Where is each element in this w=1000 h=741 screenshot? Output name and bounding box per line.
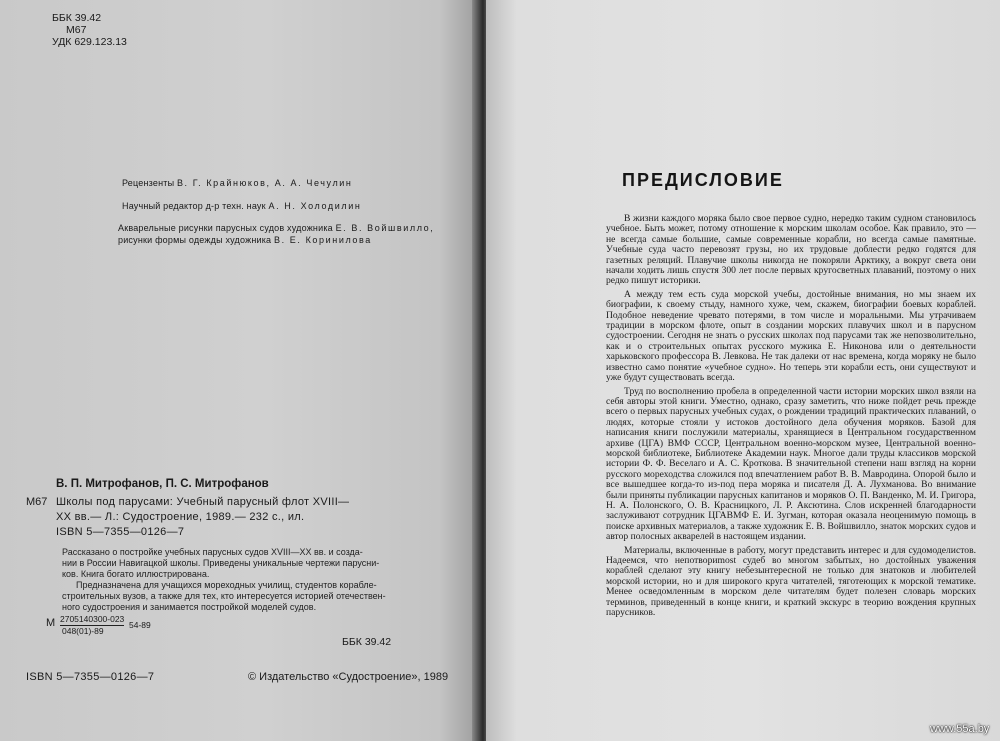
bib-line-2: XX вв.— Л.: Судостроение, 1989.— 232 с., ил. [56,511,305,523]
reviewers-label: Рецензенты [122,178,175,188]
annotation-p1-line3: ков. Книга богато иллюстрирована. [62,569,210,579]
artists-line-2 [118,235,372,245]
bib-line-1: Школы под парусами: Учебный парусный флот XVIII— [56,496,350,508]
artists-line-2-label: рисунки формы одежды художника [118,235,272,245]
annotation-p1-line2: нии в России Навигацкой школы. Приведены уникальные чертежи парусни- [62,558,380,568]
catalog-bbk: ББК 39.42 [52,12,102,24]
reviewers-names: В. Г. Крайнюков, А. А. Чечулин [176,178,353,188]
catalog-cipher: М67 [66,24,87,36]
footer-copyright: © Издательство «Судостроение», 1989 [248,671,449,683]
footer-isbn: ISBN 5—7355—0126—7 [26,671,155,683]
reviewers-line [122,178,353,188]
code-letter: М [46,617,56,629]
preface-paragraph-3: Труд по восполнению пробела в определенной части истории морских школ взяли на себя авторы этой книги. Уместно, однако, сразу заметить, что ниже пойдет речь прежде всего о первых парусных учебных судах, о рождении традиций практических плаваний, о людях, которые стояли у истоков достойного дела обучения моряков. Базой для написания книги послужили материалы, хранящиеся в Центральном государственном архиве (ЦГА) ВМФ СССР, Центральном военно-морском музее, Центральной военно-морской библиотеке, Библиотеке Академии наук. Многое дали труды классиков морской истории Ф. Ф. Веселаго и А. С. Кроткова. В значительной степени наш взгляд на корни русского мореходства сложился под впечатлением работ В. В. Мавродина. Опорой было и все вышедшее когда-то из-под пера моряка и писателя Д. А. Лухманова. Во внимание были приняты публикации парусных капитанов и моряков О. П. Ванденко, М. И. Григора, Н. А. Полонского, О. В. Красницкого, Л. Р. Аксютина. Слов искренней благодарности заслуживают сотрудник ЦГАВМФ Е. И. Зугман, которая оказала неоценимую помощь в поиске архивных материалов, а также художник Е. В. Войшвилло, знаток морских судов и автор полосных акварелей в настоящем издании. [606,385,976,543]
code-denominator: 048(01)-89 [62,626,104,636]
artists-line-2-name: В. Е. Коринилова [273,235,372,245]
editor-name: А. Н. Холодилин [268,201,362,211]
catalog-udk: УДК 629.123.13 [52,36,127,48]
preface-body [606,214,976,621]
code-suffix: 54-89 [129,620,151,630]
editor-line [122,201,361,211]
annotation-p2-line2: строительных вузов, а также для тех, кто интересуется историей отечествен- [62,591,386,601]
artists-line-1-name: Е. В. Войшвилло, [335,223,435,233]
artists-line-1 [118,223,434,233]
annotation-p2-line3: ного судостроения и занимается постройкой моделей судов. [62,602,317,612]
preface-paragraph-2: А между тем есть суда морской учебы, достойные внимания, но мы знаем их биографии, к своему стыду, намного хуже, чем, скажем, биографии боевых кораблей. Подобное неведение чревато потерями, в том числе и моральными. Мы утрачиваем традиции в морском флоте, опыт в создании морских плавучих школ и в парусном судостроении. Сегодня не знать о русских школах под парусами так же непозволительно, как и о строительных опытах русского мужика Е. Никонова или о деятельности харьковского профессора В. Левкова. Не так далеки от нас времена, когда моряку не было известно само понятие «учебное судно». Но теперь эти корабли есть, они существуют и уже будут существовать всегда. [606,288,976,384]
preface-title: ПРЕДИСЛОВИЕ [622,170,784,190]
editor-label: Научный редактор д-р техн. наук [122,201,266,211]
annotation [62,547,412,613]
annotation-p1-line1: Рассказано о постройке учебных парусных судов XVIII—XX вв. и созда- [62,547,363,557]
right-page [486,0,1000,741]
watermark: www.55a.by [930,723,990,735]
bib-cipher: М67 [26,496,48,508]
preface-paragraph-4: Материалы, включенные в работу, могут представить интерес и для судомоделистов. Надеемся, что непотвориmost судеб во многом забытых, но достойных уважения кораблей сделают эту книгу небезынтересной не только для знатоков и любителей морской истории, но и для широкого круга читателей, тяготеющих к морской тематике. Менее осведомленным в морском деле читателям будет полезен словарь морских терминов, приведенный в конце книги, и краткий экскурс в теорию вождения крупных парусников. [606,544,976,619]
bib-isbn: ISBN 5—7355—0126—7 [56,526,185,538]
annotation-p2-line1: Предназначена для учащихся мореходных училищ, студентов корабле- [76,580,377,590]
left-page [0,0,478,741]
code-numerator: 2705140300-023 [60,614,125,624]
artists-line-1-label: Акварельные рисунки парусных судов художника [118,223,333,233]
bib-authors: В. П. Митрофанов, П. С. Митрофанов [56,478,269,490]
code-bbk: ББК 39.42 [342,636,392,648]
preface-paragraph-1: В жизни каждого моряка было свое первое судно, нередко таким судном становилось учебное. Быть может, потому отношение к морским школам особое. Как правило, это — не всегда самые большие, самые современные корабли, но всегда самые памятные. Учебные суда часто перевозят грузы, но их трудовые доблести редко годятся для газетных реляций. Плавучие школы никогда не покоряли Арктику, а вокруг света они начали ходить лишь спустя 300 лет после первых кругосветных плаваний, поэтому о них редко пишут историки. [606,213,976,287]
